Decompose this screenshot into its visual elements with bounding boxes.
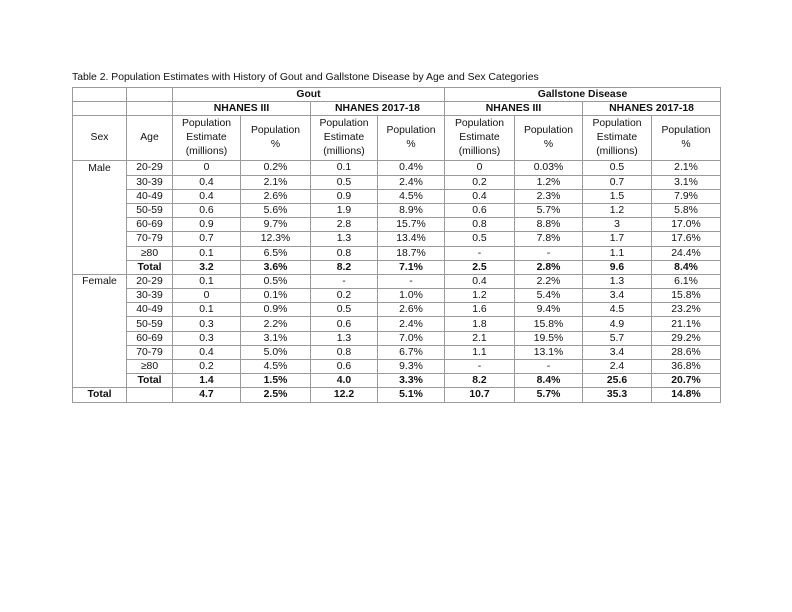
- header-population-percent: [241, 116, 311, 161]
- population-estimate-cell: 1.1: [445, 345, 515, 359]
- population-percent-cell: 2.4%: [378, 317, 445, 331]
- population-estimate-cell: 2.4: [583, 360, 652, 374]
- header-gall-nhanes-iii: NHANES III: [445, 102, 583, 116]
- sex-cell: [73, 331, 127, 345]
- sex-cell: [73, 360, 127, 374]
- population-estimate-cell: 0: [445, 161, 515, 175]
- population-estimate-cell: 1.3: [311, 331, 378, 345]
- population-percent-cell: 15.7%: [378, 218, 445, 232]
- population-percent-cell: 5.8%: [652, 203, 721, 217]
- age-cell: 20-29: [127, 274, 173, 288]
- population-percent-cell: 5.7%: [515, 388, 583, 402]
- population-percent-cell: 8.4%: [652, 260, 721, 274]
- population-percent-cell: 2.6%: [241, 189, 311, 203]
- population-estimate-cell: 0.8: [311, 345, 378, 359]
- sex-cell: [73, 175, 127, 189]
- population-percent-cell: 3.1%: [652, 175, 721, 189]
- table-row: [73, 331, 721, 345]
- population-estimate-cell: -: [445, 360, 515, 374]
- population-estimate-cell: 0.1: [173, 246, 241, 260]
- sex-cell: [73, 189, 127, 203]
- table-caption: Table 2. Population Estimates with History of Gout and Gallstone Disease by Age and Sex Categories: [72, 72, 539, 83]
- population-percent-cell: 6.7%: [378, 345, 445, 359]
- table-row: [73, 360, 721, 374]
- table-row: [73, 203, 721, 217]
- population-percent-cell: -: [515, 246, 583, 260]
- sex-cell: [73, 374, 127, 388]
- population-estimate-cell: 0.4: [445, 189, 515, 203]
- population-percent-cell: 4.5%: [378, 189, 445, 203]
- population-estimate-cell: 0.5: [311, 303, 378, 317]
- population-estimate-cell: 1.3: [311, 232, 378, 246]
- population-percent-cell: 15.8%: [652, 289, 721, 303]
- population-percent-cell: 14.8%: [652, 388, 721, 402]
- population-estimate-cell: 1.2: [445, 289, 515, 303]
- population-percent-cell: 18.7%: [378, 246, 445, 260]
- population-percent-cell: 9.4%: [515, 303, 583, 317]
- table-row: [73, 303, 721, 317]
- population-percent-cell: 19.5%: [515, 331, 583, 345]
- population-percent-cell: 1.0%: [378, 289, 445, 303]
- population-estimate-cell: 4.5: [583, 303, 652, 317]
- table-row: [73, 345, 721, 359]
- population-percent-cell: 5.6%: [241, 203, 311, 217]
- header-population-percent: [652, 116, 721, 161]
- population-percent-cell: 28.6%: [652, 345, 721, 359]
- header-population-estimate: [311, 116, 378, 161]
- population-estimate-cell: 1.1: [583, 246, 652, 260]
- header-line: Estimate: [596, 132, 638, 144]
- population-percent-cell: 17.6%: [652, 232, 721, 246]
- population-estimate-cell: 0: [173, 289, 241, 303]
- header-row-survey: [73, 102, 721, 116]
- header-line: Estimate: [323, 132, 365, 144]
- population-estimate-cell: 1.5: [583, 189, 652, 203]
- population-percent-cell: 36.8%: [652, 360, 721, 374]
- population-estimate-cell: 0.1: [173, 274, 241, 288]
- population-estimate-cell: 0.6: [173, 203, 241, 217]
- population-estimate-cell: 0.5: [445, 232, 515, 246]
- header-population-estimate: [583, 116, 652, 161]
- sex-cell: Male: [73, 161, 127, 175]
- population-percent-cell: 8.8%: [515, 218, 583, 232]
- population-percent-cell: 0.9%: [241, 303, 311, 317]
- population-percent-cell: 2.8%: [515, 260, 583, 274]
- header-line: Estimate: [186, 132, 227, 144]
- age-cell: Total: [127, 374, 173, 388]
- population-percent-cell: 1.2%: [515, 175, 583, 189]
- header-line: (millions): [323, 146, 365, 158]
- population-estimate-cell: 2.8: [311, 218, 378, 232]
- header-line: (millions): [458, 146, 501, 158]
- header-line: Population: [319, 118, 369, 130]
- table-row: [73, 260, 721, 274]
- table-row: [73, 246, 721, 260]
- population-estimate-cell: 1.9: [311, 203, 378, 217]
- age-cell: 40-49: [127, 189, 173, 203]
- table-row: [73, 189, 721, 203]
- population-estimate-cell: 3.4: [583, 289, 652, 303]
- table-row: [73, 388, 721, 402]
- population-percent-cell: 5.0%: [241, 345, 311, 359]
- age-cell: ≥80: [127, 360, 173, 374]
- population-estimate-cell: 2.1: [445, 331, 515, 345]
- header-row-disease: [73, 88, 721, 102]
- population-estimate-cell: 3: [583, 218, 652, 232]
- population-percent-cell: 9.3%: [378, 360, 445, 374]
- header-line: Estimate: [459, 132, 500, 144]
- population-estimate-cell: 0.4: [173, 189, 241, 203]
- age-cell: ≥80: [127, 246, 173, 260]
- header-line: Population: [523, 125, 574, 137]
- age-cell: Total: [127, 260, 173, 274]
- population-estimate-cell: 0.7: [173, 232, 241, 246]
- population-percent-cell: 12.3%: [241, 232, 311, 246]
- age-cell: 60-69: [127, 331, 173, 345]
- population-estimate-cell: 8.2: [311, 260, 378, 274]
- population-estimate-cell: 0.6: [445, 203, 515, 217]
- population-estimate-cell: 0: [173, 161, 241, 175]
- population-estimate-cell: -: [445, 246, 515, 260]
- age-cell: 70-79: [127, 345, 173, 359]
- population-estimate-cell: 4.9: [583, 317, 652, 331]
- sex-cell: [73, 203, 127, 217]
- population-estimate-cell: 1.8: [445, 317, 515, 331]
- header-line: %: [270, 139, 281, 151]
- header-population-estimate: [445, 116, 515, 161]
- population-percent-cell: 8.9%: [378, 203, 445, 217]
- sex-cell: [73, 260, 127, 274]
- population-estimate-cell: 4.7: [173, 388, 241, 402]
- header-gout-nhanes-2017: NHANES 2017-18: [311, 102, 445, 116]
- population-percent-cell: 2.2%: [241, 317, 311, 331]
- population-estimate-cell: 4.0: [311, 374, 378, 388]
- population-estimate-cell: 25.6: [583, 374, 652, 388]
- table-row: [73, 232, 721, 246]
- header-row-columns: [73, 116, 721, 161]
- population-estimate-cell: 0.9: [173, 218, 241, 232]
- sex-cell: Total: [73, 388, 127, 402]
- population-estimate-cell: 8.2: [445, 374, 515, 388]
- population-percent-cell: 4.5%: [241, 360, 311, 374]
- header-sex: Sex: [73, 116, 127, 161]
- table-row: [73, 374, 721, 388]
- population-percent-cell: 5.7%: [515, 203, 583, 217]
- population-estimate-cell: 0.2: [173, 360, 241, 374]
- population-percent-cell: 2.2%: [515, 274, 583, 288]
- header-population-percent: [378, 116, 445, 161]
- population-percent-cell: 24.4%: [652, 246, 721, 260]
- population-percent-cell: 7.0%: [378, 331, 445, 345]
- header-population-percent: [515, 116, 583, 161]
- population-estimate-cell: 0.7: [583, 175, 652, 189]
- population-percent-cell: 2.1%: [241, 175, 311, 189]
- population-percent-cell: 0.03%: [515, 161, 583, 175]
- population-estimate-cell: 0.6: [311, 360, 378, 374]
- population-percent-cell: 20.7%: [652, 374, 721, 388]
- sex-cell: [73, 345, 127, 359]
- header-line: Population: [661, 125, 711, 137]
- table-row: [73, 161, 721, 175]
- sex-cell: [73, 303, 127, 317]
- population-estimate-cell: 2.5: [445, 260, 515, 274]
- age-cell: 20-29: [127, 161, 173, 175]
- header-line: (millions): [596, 146, 638, 158]
- population-estimate-cell: 0.1: [311, 161, 378, 175]
- sex-cell: Female: [73, 274, 127, 288]
- population-estimate-cell: 3.2: [173, 260, 241, 274]
- header-line: Population: [592, 118, 642, 130]
- population-percent-cell: -: [378, 274, 445, 288]
- table-row: [73, 274, 721, 288]
- age-cell: 70-79: [127, 232, 173, 246]
- population-percent-cell: 7.8%: [515, 232, 583, 246]
- age-cell: 30-39: [127, 289, 173, 303]
- population-estimate-cell: 0.1: [173, 303, 241, 317]
- population-estimates-table: [72, 87, 721, 403]
- population-estimate-cell: 0.4: [173, 175, 241, 189]
- sex-cell: [73, 289, 127, 303]
- header-gout: Gout: [173, 88, 445, 102]
- header-line: Population: [454, 118, 505, 130]
- header-line: Population: [250, 125, 301, 137]
- population-percent-cell: 3.3%: [378, 374, 445, 388]
- population-estimate-cell: 0.4: [445, 274, 515, 288]
- population-estimate-cell: 0.5: [311, 175, 378, 189]
- population-estimate-cell: 0.4: [173, 345, 241, 359]
- table-row: [73, 289, 721, 303]
- population-percent-cell: 8.4%: [515, 374, 583, 388]
- population-estimate-cell: 35.3: [583, 388, 652, 402]
- population-percent-cell: 29.2%: [652, 331, 721, 345]
- header-line: Population: [181, 118, 232, 130]
- population-estimate-cell: 0.3: [173, 317, 241, 331]
- header-age: Age: [127, 116, 173, 161]
- population-percent-cell: 13.4%: [378, 232, 445, 246]
- population-percent-cell: 17.0%: [652, 218, 721, 232]
- population-estimate-cell: 9.6: [583, 260, 652, 274]
- table-row: [73, 317, 721, 331]
- population-percent-cell: 0.1%: [241, 289, 311, 303]
- header-gout-nhanes-iii: NHANES III: [173, 102, 311, 116]
- age-cell: 50-59: [127, 317, 173, 331]
- population-estimate-cell: 0.2: [445, 175, 515, 189]
- population-percent-cell: 23.2%: [652, 303, 721, 317]
- population-percent-cell: 2.1%: [652, 161, 721, 175]
- population-estimate-cell: 1.6: [445, 303, 515, 317]
- header-gallstone: Gallstone Disease: [445, 88, 721, 102]
- sex-cell: [73, 232, 127, 246]
- sex-cell: [73, 317, 127, 331]
- age-cell: [127, 388, 173, 402]
- population-estimate-cell: 0.3: [173, 331, 241, 345]
- population-estimate-cell: 12.2: [311, 388, 378, 402]
- table-row: [73, 218, 721, 232]
- header-line: %: [543, 139, 554, 151]
- population-estimate-cell: -: [311, 274, 378, 288]
- population-percent-cell: 2.5%: [241, 388, 311, 402]
- population-percent-cell: 2.4%: [378, 175, 445, 189]
- sex-cell: [73, 218, 127, 232]
- population-percent-cell: 7.9%: [652, 189, 721, 203]
- population-estimate-cell: 0.8: [445, 218, 515, 232]
- population-estimate-cell: 0.9: [311, 189, 378, 203]
- population-percent-cell: 15.8%: [515, 317, 583, 331]
- population-estimate-cell: 1.2: [583, 203, 652, 217]
- population-estimate-cell: 0.2: [311, 289, 378, 303]
- age-cell: 60-69: [127, 218, 173, 232]
- population-percent-cell: 2.3%: [515, 189, 583, 203]
- population-percent-cell: 0.2%: [241, 161, 311, 175]
- population-estimate-cell: 0.8: [311, 246, 378, 260]
- population-percent-cell: 9.7%: [241, 218, 311, 232]
- population-percent-cell: 7.1%: [378, 260, 445, 274]
- population-estimate-cell: 5.7: [583, 331, 652, 345]
- header-population-estimate: [173, 116, 241, 161]
- age-cell: 30-39: [127, 175, 173, 189]
- population-percent-cell: 6.5%: [241, 246, 311, 260]
- population-estimate-cell: 3.4: [583, 345, 652, 359]
- population-estimate-cell: 0.5: [583, 161, 652, 175]
- population-percent-cell: 0.5%: [241, 274, 311, 288]
- population-estimate-cell: 1.4: [173, 374, 241, 388]
- age-cell: 40-49: [127, 303, 173, 317]
- header-line: Population: [386, 125, 436, 137]
- population-percent-cell: 0.4%: [378, 161, 445, 175]
- population-estimate-cell: 1.7: [583, 232, 652, 246]
- population-percent-cell: 13.1%: [515, 345, 583, 359]
- age-cell: 50-59: [127, 203, 173, 217]
- header-gall-nhanes-2017: NHANES 2017-18: [583, 102, 721, 116]
- population-percent-cell: 1.5%: [241, 374, 311, 388]
- sex-cell: [73, 246, 127, 260]
- population-percent-cell: 3.6%: [241, 260, 311, 274]
- table-row: [73, 175, 721, 189]
- population-percent-cell: -: [515, 360, 583, 374]
- population-estimate-cell: 10.7: [445, 388, 515, 402]
- population-percent-cell: 5.4%: [515, 289, 583, 303]
- population-estimate-cell: 0.6: [311, 317, 378, 331]
- population-percent-cell: 21.1%: [652, 317, 721, 331]
- header-line: %: [406, 139, 416, 151]
- population-percent-cell: 6.1%: [652, 274, 721, 288]
- population-percent-cell: 2.6%: [378, 303, 445, 317]
- population-percent-cell: 3.1%: [241, 331, 311, 345]
- header-line: %: [681, 139, 691, 151]
- population-estimate-cell: 1.3: [583, 274, 652, 288]
- header-line: (millions): [185, 146, 228, 158]
- population-percent-cell: 5.1%: [378, 388, 445, 402]
